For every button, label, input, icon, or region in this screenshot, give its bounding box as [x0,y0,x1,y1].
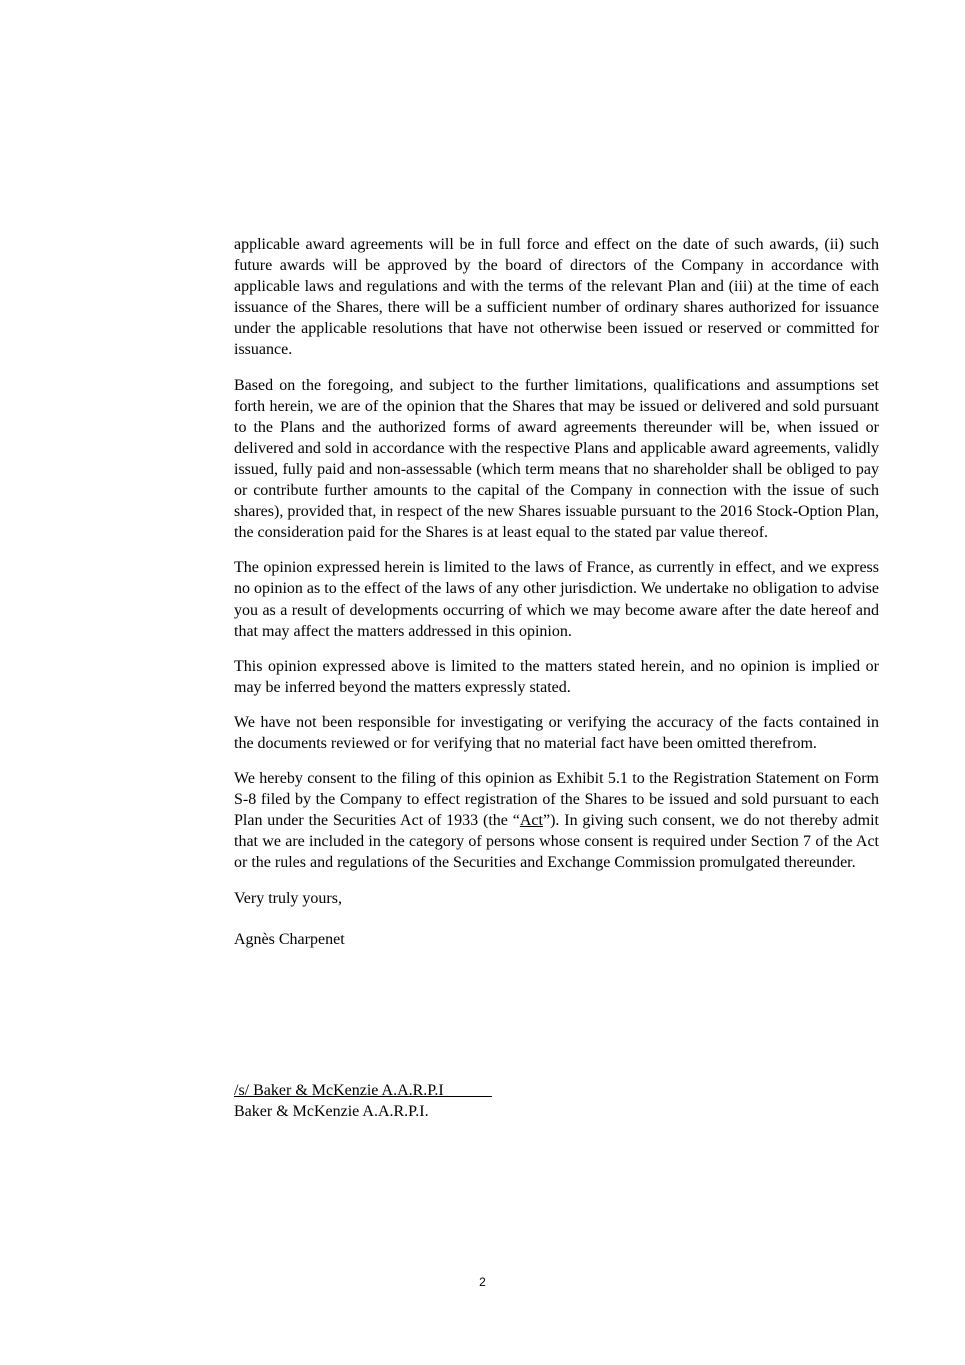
letter-body [234,234,879,970]
paragraph-award-agreements: applicable award agreements will be in full force and effect on the date of such awards, (ii) such future awards will be approved by the board of directors of the Company in accordance with applicable laws and regulations and with the terms of the relevant Plan and (iii) at the time of each issuance of the Shares, there will be a sufficient number of ordinary shares authorized for issuance under the applicable resolutions that have not otherwise been issued or reserved or committed for issuance. [234,236,879,359]
closing-salutation: Very truly yours, [234,889,342,907]
paragraph-limitation: This opinion expressed above is limited to the matters stated herein, and no opinion is implied or may be inferred beyond the matters expressly stated. [234,657,879,696]
paragraph-responsibility: We have not been responsible for investigating or verifying the accuracy of the facts contained in the documents reviewed or for verifying that no material fact have been omitted therefrom. [234,713,879,752]
signature-block [234,1080,492,1122]
consent-text-start: We hereby consent to the filing of this opinion as Exhibit 5.1 to the Registration Statement on Form S-8 filed by the Company to effect registration of the Shares to be issued and sold pursuant to each Plan under the Securities Act of 1933 (the “ [234,770,879,830]
paragraph-consent [234,768,879,873]
signature-line: /s/ Baker & McKenzie A.A.R.P.I______ [234,1082,492,1099]
defined-term-act: Act [519,812,543,830]
consent-text-end: ”). In giving such consent, we do not thereby admit that we are included in the category of persons whose consent is required under Section 7 of the Act or the rules and regulations of the Securities and Exchange Commission promulgated thereunder. [234,812,879,872]
paragraph-opinion: Based on the foregoing, and subject to the further limitations, qualifications and assumptions set forth herein, we are of the opinion that the Shares that may be issued or delivered and sold pursuant to the Plans and the authorized forms of award agreements thereunder will be, when issued or delivered and sold in accordance with the respective Plans and applicable award agreements, validly issued, fully paid and non-assessable (which term means that no shareholder shall be obliged to pay or contribute further amounts to the capital of the Company in connection with the issue of such shares), provided that, in respect of the new Shares issuable pursuant to the 2016 Stock-Option Plan, the consideration paid for the Shares is at least equal to the stated par value thereof. [234,376,879,542]
page-number: 2 [479,1275,486,1289]
paragraph-laws-of-france: The opinion expressed herein is limited to the laws of France, as currently in effect, and we express no opinion as to the effect of the laws of any other jurisdiction. We undertake no obligation to advise you as a result of developments occurring of which we may become aware after the date hereof and that may affect the matters addressed in this opinion. [234,559,879,640]
author-name: Agnès Charpenet [234,930,345,948]
firm-name: Baker & McKenzie A.A.R.P.I. [234,1103,429,1121]
